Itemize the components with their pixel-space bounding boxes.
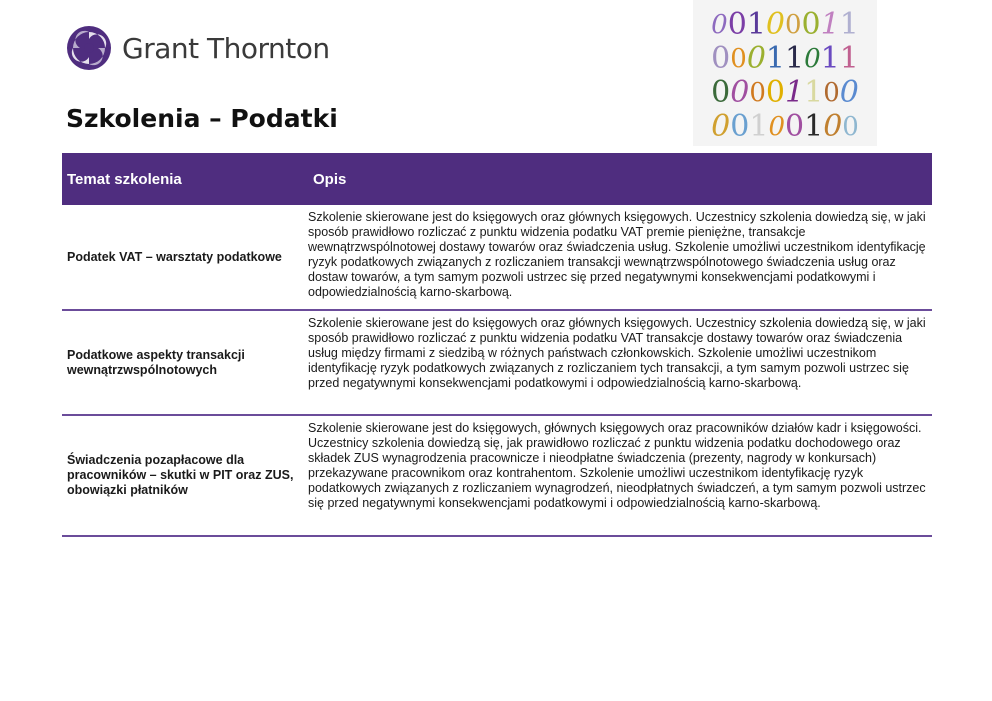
binary-digits-image (693, 0, 877, 146)
row-description: Szkolenie skierowane jest do księgowych, głównych księgowych oraz pracowników działów kadr i księgowości. Uczestnicy szkolenia dowiedzą się, jak prawidłowo rozliczać z punktu widzenia podatku dochodowego oraz składek ZUS wynagrodzenia pracownicze i nieodpłatne świadczenia (prezenty, nagrody w konkursach) przekazywane pracownikom oraz kontrahentom. Szkolenie umożliwi uczestnikom identyfikację ryzyk podatkowych związanych z rozliczaniem wynagrodzeń, nieodpłatnych świadczeń, a tym samym pozwoli ustrzec się przed negatywnymi konsekwencjami podatkowymi i odpowiedzialnością karno-skarbową. (308, 421, 926, 510)
table-header (62, 153, 932, 205)
binary-digit: 0 (839, 75, 859, 110)
binary-digit: 1 (785, 75, 805, 110)
binary-digit: 1 (765, 41, 785, 76)
binary-digit: 1 (749, 109, 769, 144)
binary-digit: 0 (785, 109, 805, 144)
binary-row (693, 42, 877, 76)
binary-digit: 1 (820, 41, 840, 76)
binary-digit: 0 (711, 41, 731, 76)
binary-digit: 0 (730, 75, 750, 110)
row-topic: Podatek VAT – warsztaty podatkowe (67, 249, 282, 264)
binary-digit: 0 (730, 44, 747, 74)
binary-digit: 0 (765, 75, 785, 110)
binary-digit: 0 (804, 44, 821, 74)
brand-name: Grant Thornton (122, 31, 330, 65)
row-description: Szkolenie skierowane jest do księgowych oraz głównych księgowych. Uczestnicy szkolenia dowiedzą się, w jaki sposób prawidłowo rozliczać z punktu widzenia podatku VAT transakcje dostawy towarów oraz świadczenia usług między firmami z siedzibą w różnych państwach członkowskich. Szkolenie umożliwi uczestnikom identyfikację ryzyk podatkowych związanych z rozliczaniem tych transakcji, a tym samym pozwoli ustrzec się przed negatywnymi konsekwencjami podatkowymi i odpowiedzialnością karno-skarbową. (308, 316, 926, 390)
table-row (62, 416, 932, 537)
binary-digit: 1 (804, 109, 824, 144)
binary-row (693, 76, 877, 110)
training-table (62, 153, 932, 537)
row-description: Szkolenie skierowane jest do księgowych oraz głównych księgowych. Uczestnicy szkolenia dowiedzą się, w jaki sposób prawidłowo rozliczać z punktu widzenia podatku VAT premie pieniężne, transakcje wewnątrzwspólnotowej dostawy towarów oraz świadczenia usług. Szkolenie umożliwi uczestnikom identyfikację ryzyk podatkowych związanych z rozliczaniem transakcji wewnątrzwspólnotowego świadczenia usług oraz dostaw towarów, a tym samym pozwoli ustrzec się przed negatywnymi konsekwencjami podatkowymi i odpowiedzialnością karno-skarbową. (308, 210, 926, 299)
table-row (62, 205, 932, 311)
binary-digit: 0 (842, 112, 859, 142)
binary-digit: 0 (727, 7, 747, 42)
binary-digit: 1 (839, 41, 859, 76)
brand-logo (66, 24, 330, 72)
binary-digit: 0 (749, 78, 766, 108)
binary-digit: 0 (711, 10, 728, 40)
binary-digit: 0 (711, 109, 731, 144)
page-title: Szkolenia – Podatki (66, 104, 338, 133)
binary-digit: 1 (746, 7, 766, 42)
row-topic: Świadczenia pozapłacowe dla pracowników – skutki w PIT oraz ZUS, obowiązki płatników (67, 453, 294, 497)
binary-digit: 0 (785, 10, 802, 40)
header-topic: Temat szkolenia (67, 170, 182, 188)
binary-digit: 0 (746, 41, 766, 76)
binary-digit: 0 (711, 75, 731, 110)
header-description: Opis (313, 170, 347, 188)
binary-digit: 1 (785, 41, 805, 76)
binary-digit: 1 (820, 7, 840, 42)
table-row (62, 311, 932, 416)
grant-thornton-logo-icon (66, 25, 112, 71)
binary-digit: 1 (804, 75, 824, 110)
binary-digit: 0 (765, 7, 785, 42)
row-topic: Podatkowe aspekty transakcji wewnątrzwspólnotowych (67, 347, 245, 377)
binary-digit: 0 (730, 109, 750, 144)
binary-digit: 0 (801, 7, 821, 42)
binary-digit: 0 (823, 109, 843, 144)
binary-digit: 1 (839, 7, 859, 42)
binary-row (693, 8, 877, 42)
binary-digit: 0 (823, 78, 840, 108)
binary-digit: 0 (768, 112, 785, 142)
binary-row (693, 110, 877, 144)
